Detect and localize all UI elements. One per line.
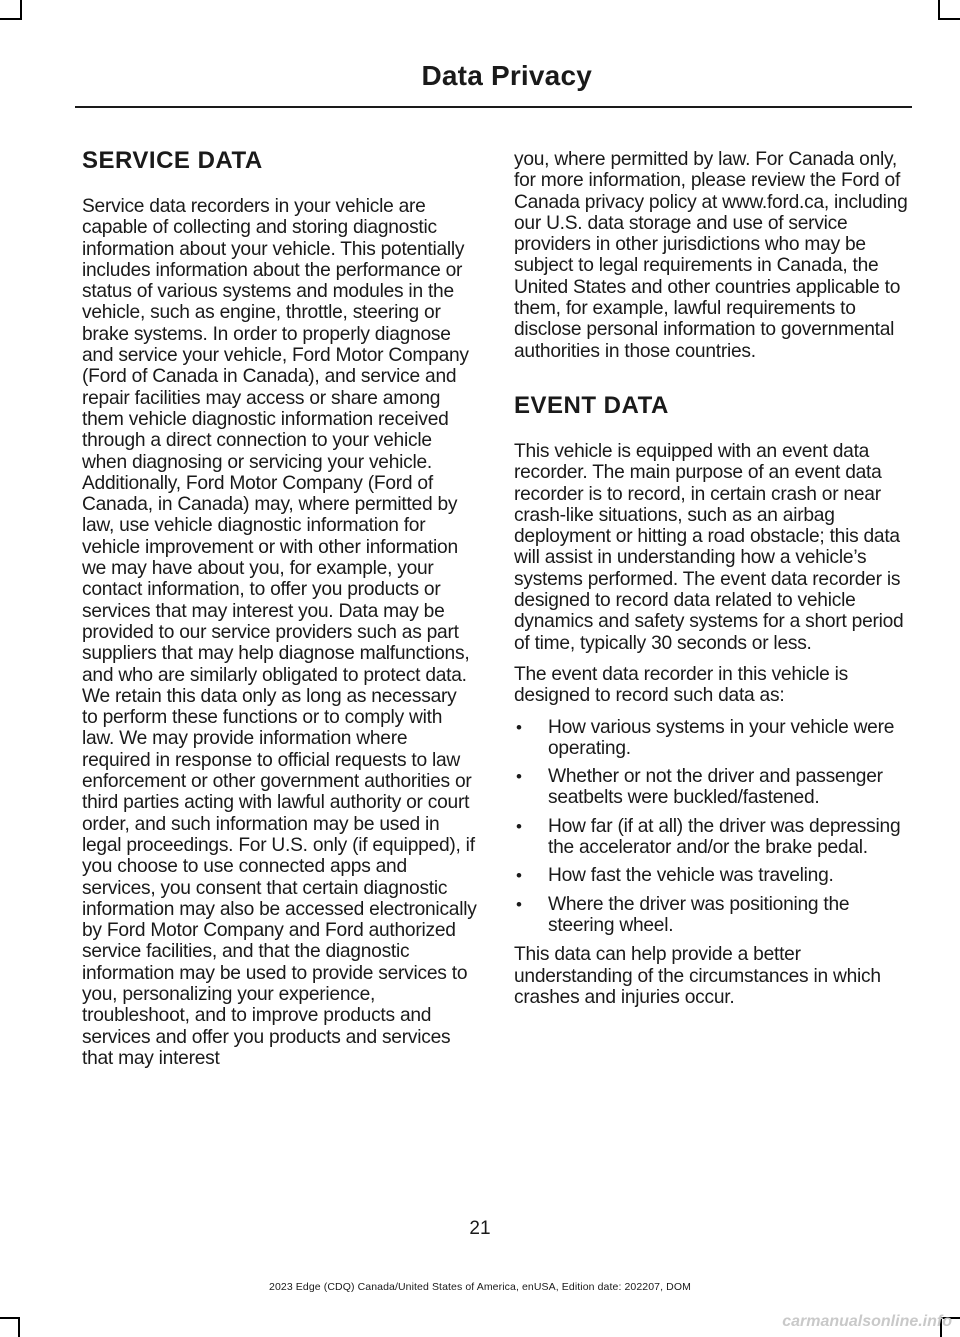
page-title: Data Privacy bbox=[421, 60, 592, 91]
crop-mark bbox=[18, 1317, 20, 1337]
section-heading-event-data: EVENT DATA bbox=[514, 391, 669, 419]
page-number: 21 bbox=[469, 1218, 491, 1239]
edition-footer: 2023 Edge (CDQ) Canada/United States of America, enUSA, Edition date: 202207, DOM bbox=[269, 1281, 691, 1293]
list-item bbox=[514, 865, 909, 886]
bullet-icon: • bbox=[516, 767, 522, 787]
left-column bbox=[82, 143, 477, 1079]
bullet-icon: • bbox=[516, 894, 522, 914]
crop-mark bbox=[938, 18, 960, 20]
right-column bbox=[514, 149, 909, 1018]
list-item bbox=[514, 766, 909, 809]
closing-paragraph: This data can help provide a better understanding of the circumstances in which crashes and injuries occur. bbox=[514, 944, 881, 1008]
crop-mark bbox=[20, 0, 22, 18]
recorded-data-list bbox=[514, 717, 909, 937]
list-item-text: Where the driver was positioning the steering wheel. bbox=[548, 893, 850, 936]
event-data-intro: The event data recorder in this vehicle is designed to record such data as: bbox=[514, 663, 848, 707]
header-divider bbox=[75, 106, 912, 108]
crop-mark bbox=[938, 0, 940, 18]
service-data-paragraph: Service data recorders in your vehicle are capable of collecting and storing diagnostic information about your vehicle. This potentially includes information about the performance or status of various systems and modules in the vehicle, such as engine, throttle, steering or brake systems. In order to properly diagnose and service your vehicle, Ford Motor Company (Ford of Canada in Canada), and service and repair facilities may access or share among them vehicle diagnostic information received through a direct connection to your vehicle when diagnosing or servicing your vehicle. Additionally, Ford Motor Company (Ford of Canada, in Canada) may, where permitted by law, use vehicle diagnostic information for vehicle improvement or with other information we may have about you, for example, your contact information, to offer you products or services that may interest you. Data may be provided to our service providers such as part suppliers that may help diagnose malfunctions, and who are similarly obligated to protect data. We retain this data only as long as necessary to perform these functions or to comply with law. We may provide information where required in response to official requests to law enforcement or other government authorities or third parties acting with lawful authority or court order, and such information may be used in legal proceedings. For U.S. only (if equipped), if you choose to use connected apps and services, you consent that certain diagnostic information may also be accessed electronically by Ford Motor Company and Ford authorized service facilities, and that the diagnostic information may be used to provide services to you, personalizing your experience, troubleshoot, and to improve products and services and offer you products and services that may interest bbox=[82, 196, 477, 1069]
list-item bbox=[514, 894, 909, 937]
list-item bbox=[514, 816, 909, 859]
bullet-icon: • bbox=[516, 717, 522, 737]
list-item bbox=[514, 717, 909, 760]
continuation-paragraph: you, where permitted by law. For Canada only, for more information, please review the Ford of Canada privacy policy at www.ford.ca, including our U.S. data storage and use of service providers in other jurisdictions who may be subject to legal requirements in Canada, the United States and other countries applicable to them, for example, lawful requirements to disclose personal information to governmental authorities in those countries. bbox=[514, 149, 908, 362]
list-item-text: Whether or not the driver and passenger seatbelts were buckled/fastened. bbox=[548, 766, 883, 809]
section-heading-service-data: SERVICE DATA bbox=[82, 147, 263, 174]
list-item-text: How various systems in your vehicle were operating. bbox=[548, 716, 895, 759]
bullet-icon: • bbox=[516, 816, 522, 836]
crop-mark bbox=[0, 1317, 20, 1319]
watermark: carmanualsonline.info bbox=[782, 1313, 952, 1330]
list-item-text: How fast the vehicle was traveling. bbox=[548, 865, 834, 887]
bullet-icon: • bbox=[516, 866, 522, 886]
event-data-paragraph: This vehicle is equipped with an event data recorder. The main purpose of an event data recorder is to record, in certain crash or near crash-like situations, such as an airbag deployment or hitting a road obstacle; this data will assist in understanding how a vehicle’s systems performed. The event data recorder is designed to record data related to vehicle dynamics and safety systems for a short period of time, typically 30 seconds or less. bbox=[514, 440, 904, 654]
crop-mark bbox=[0, 18, 22, 20]
list-item-text: How far (if at all) the driver was depressing the accelerator and/or the brake pedal. bbox=[548, 815, 901, 859]
